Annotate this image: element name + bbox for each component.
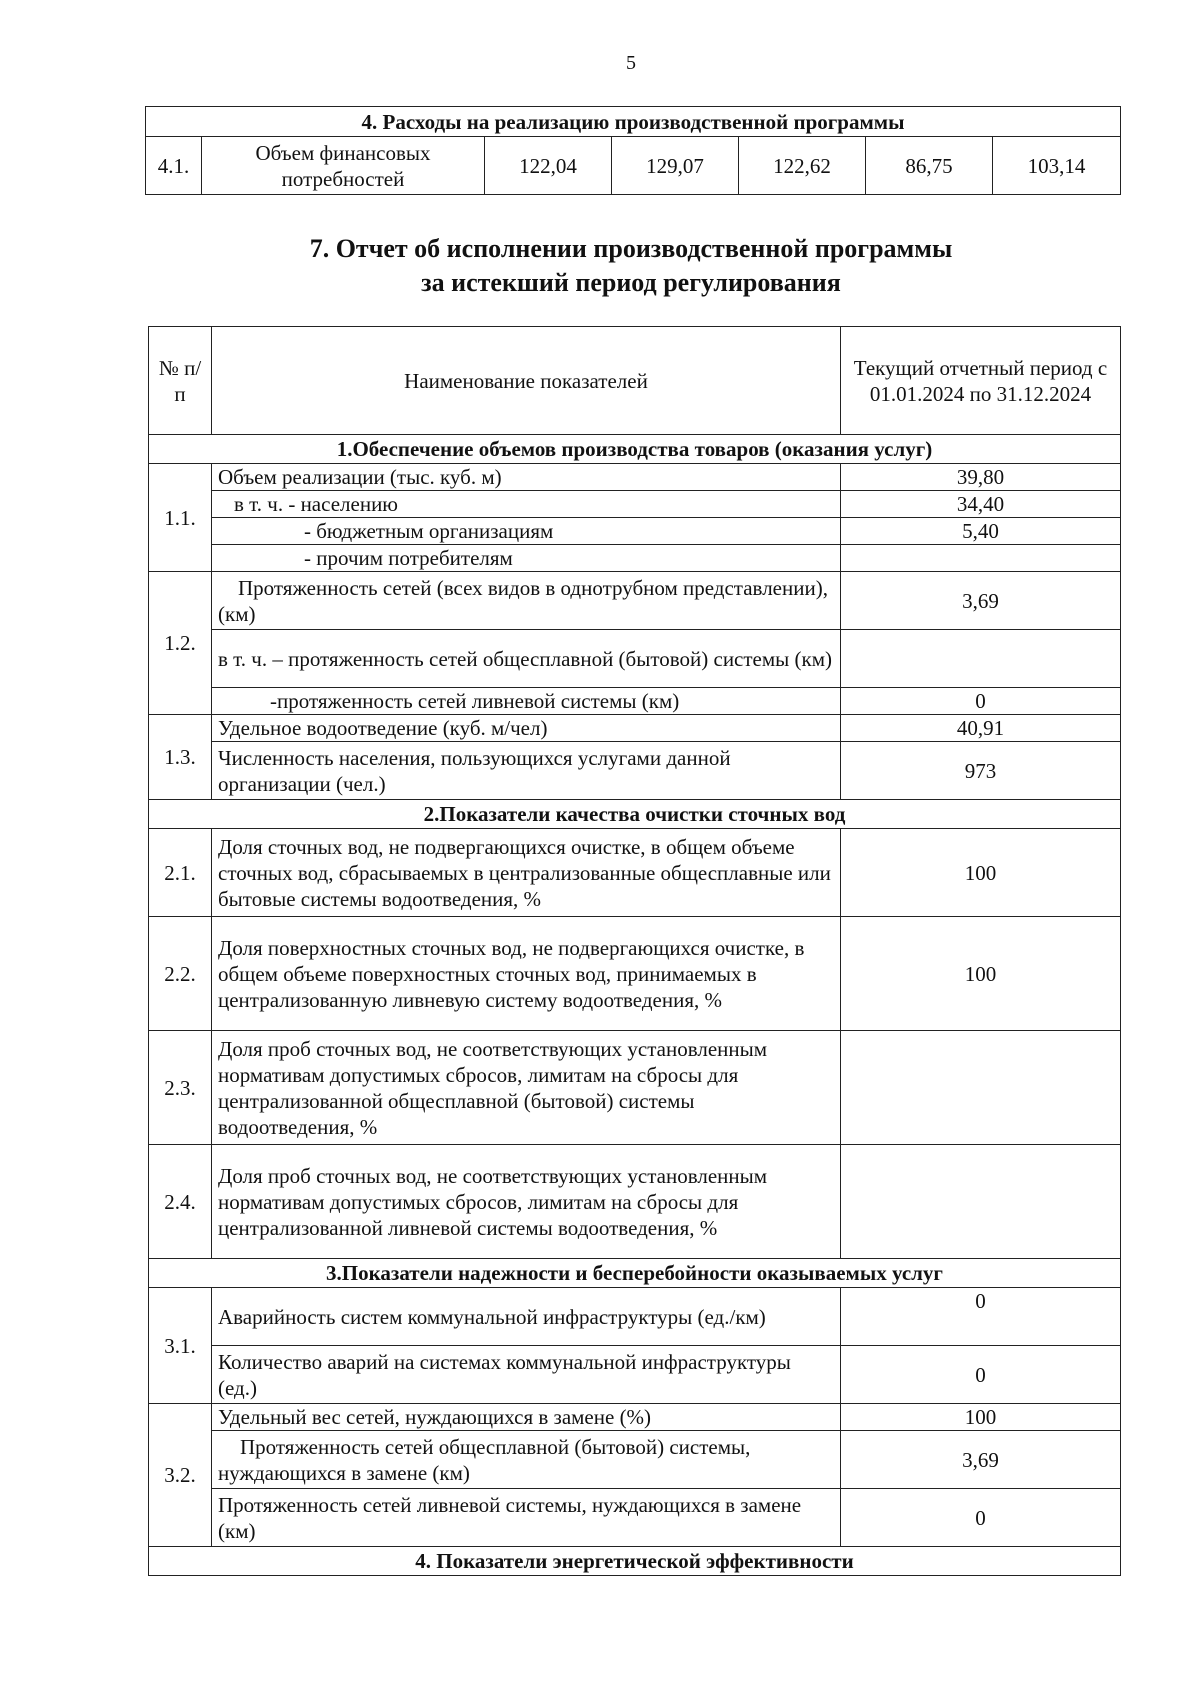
value-cell: 3,69	[841, 572, 1121, 630]
row-number: 2.4.	[149, 1145, 212, 1259]
value-cell: 5,40	[841, 518, 1121, 545]
section-header: 3.Показатели надежности и бесперебойности оказываемых услуг	[149, 1259, 1121, 1288]
row-label: в т. ч. – протяженность сетей общесплавной (бытовой) системы (км)	[212, 630, 841, 688]
value-cell: 3,69	[841, 1431, 1121, 1489]
value-cell: 39,80	[841, 464, 1121, 491]
row-label: Удельное водоотведение (куб. м/чел)	[212, 715, 841, 742]
report-title-line1: 7. Отчет об исполнении производственной программы	[309, 234, 953, 263]
value-cell: 122,62	[739, 137, 866, 195]
value-cell: 122,04	[485, 137, 612, 195]
value-cell	[841, 630, 1121, 688]
row-number: 2.2.	[149, 917, 212, 1031]
row-label: Объем финансовых потребностей	[202, 137, 485, 195]
row-label: -протяженность сетей ливневой системы (км)	[212, 688, 841, 715]
col-header-period: Текущий отчетный период с 01.01.2024 по 31.12.2024	[841, 327, 1121, 435]
value-cell: 100	[841, 829, 1121, 917]
value-cell: 86,75	[866, 137, 993, 195]
row-number: 1.2.	[149, 572, 212, 715]
report-title	[0, 232, 1200, 300]
value-cell: 0	[841, 1288, 1121, 1346]
page-number: 5	[626, 52, 636, 74]
expenses-table	[145, 106, 1121, 195]
value-cell	[841, 545, 1121, 572]
section-header: 1.Обеспечение объемов производства товаров (оказания услуг)	[149, 435, 1121, 464]
row-label: Аварийность систем коммунальной инфраструктуры (ед./км)	[212, 1288, 841, 1346]
report-title-line2: за истекший период регулирования	[421, 268, 841, 297]
value-cell	[841, 1031, 1121, 1145]
row-label: в т. ч. - населению	[212, 491, 841, 518]
row-number: 2.3.	[149, 1031, 212, 1145]
value-cell: 34,40	[841, 491, 1121, 518]
value-cell: 100	[841, 917, 1121, 1031]
row-label: - прочим потребителям	[212, 545, 841, 572]
row-number: 3.2.	[149, 1404, 212, 1547]
row-number: 4.1.	[146, 137, 202, 195]
row-label: Доля проб сточных вод, не соответствующих установленным нормативам допустимых сбросов, лимитам на сбросы для централизованной общесплавной (бытовой) системы водоотведения, %	[212, 1031, 841, 1145]
section-header: 4. Показатели энергетической эффективности	[149, 1547, 1121, 1576]
row-label: Доля сточных вод, не подвергающихся очистке, в общем объеме сточных вод, сбрасываемых в централизованные общесплавные или бытовые системы водоотведения, %	[212, 829, 841, 917]
value-cell: 973	[841, 742, 1121, 800]
value-cell	[841, 1145, 1121, 1259]
value-cell: 100	[841, 1404, 1121, 1431]
value-cell: 103,14	[993, 137, 1121, 195]
section-header: 2.Показатели качества очистки сточных вод	[149, 800, 1121, 829]
value-cell: 0	[841, 688, 1121, 715]
expenses-header: 4. Расходы на реализацию производственной программы	[146, 107, 1121, 137]
row-label: Численность населения, пользующихся услугами данной организации (чел.)	[212, 742, 841, 800]
col-header-name: Наименование показателей	[212, 327, 841, 435]
row-label: Объем реализации (тыс. куб. м)	[212, 464, 841, 491]
row-number: 2.1.	[149, 829, 212, 917]
col-header-num: № п/п	[149, 327, 212, 435]
row-number: 1.3.	[149, 715, 212, 800]
row-label: Количество аварий на системах коммунальной инфраструктуры (ед.)	[212, 1346, 841, 1404]
row-number: 3.1.	[149, 1288, 212, 1404]
value-cell: 0	[841, 1346, 1121, 1404]
row-label: Доля поверхностных сточных вод, не подвергающихся очистке, в общем объеме поверхностных сточных вод, принимаемых в централизованную ливневую систему водоотведения, %	[212, 917, 841, 1031]
row-label: Доля проб сточных вод, не соответствующих установленным нормативам допустимых сбросов, лимитам на сбросы для централизованной ливневой системы водоотведения, %	[212, 1145, 841, 1259]
value-cell: 129,07	[612, 137, 739, 195]
row-label: Протяженность сетей (всех видов в однотрубном представлении), (км)	[212, 572, 841, 630]
row-number: 1.1.	[149, 464, 212, 572]
report-table	[148, 326, 1121, 1576]
row-label: Протяженность сетей ливневой системы, нуждающихся в замене (км)	[212, 1489, 841, 1547]
value-cell: 0	[841, 1489, 1121, 1547]
value-cell: 40,91	[841, 715, 1121, 742]
row-label: Удельный вес сетей, нуждающихся в замене (%)	[212, 1404, 841, 1431]
row-label: Протяженность сетей общесплавной (бытовой) системы, нуждающихся в замене (км)	[212, 1431, 841, 1489]
row-label: - бюджетным организациям	[212, 518, 841, 545]
